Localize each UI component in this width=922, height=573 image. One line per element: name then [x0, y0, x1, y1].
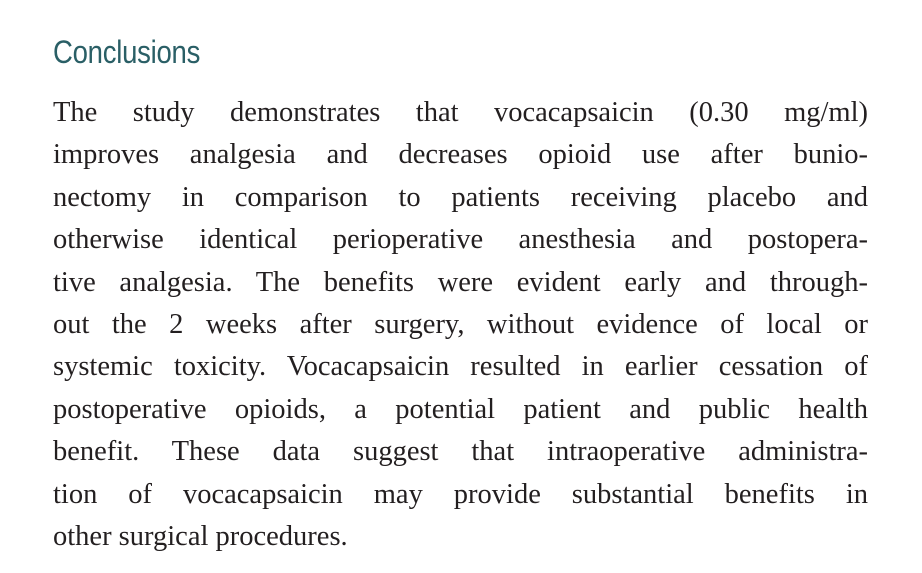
paragraph-line: other surgical procedures. — [53, 520, 348, 552]
paragraph-line: nectomy in comparison to patients receiving placebo and — [53, 181, 868, 213]
conclusions-paragraph — [53, 92, 868, 558]
paragraph-line: postoperative opioids, a potential patient and public health — [53, 393, 868, 425]
paragraph-line: tion of vocacapsaicin may provide substantial benefits in — [53, 478, 868, 510]
paragraph-line: out the 2 weeks after surgery, without evidence of local or — [53, 308, 868, 340]
section-heading: Conclusions — [53, 34, 201, 70]
paragraph-line: systemic toxicity. Vocacapsaicin resulted in earlier cessation of — [53, 351, 868, 383]
paragraph-line: The study demonstrates that vocacapsaicin (0.30 mg/ml) — [53, 97, 868, 128]
paragraph-line: otherwise identical perioperative anesthesia and postopera- — [53, 224, 868, 256]
paragraph-line: benefit. These data suggest that intraoperative administra- — [53, 436, 868, 468]
paragraph-line: tive analgesia. The benefits were evident early and through- — [53, 266, 868, 298]
paragraph-line: improves analgesia and decreases opioid use after bunio- — [53, 139, 868, 171]
